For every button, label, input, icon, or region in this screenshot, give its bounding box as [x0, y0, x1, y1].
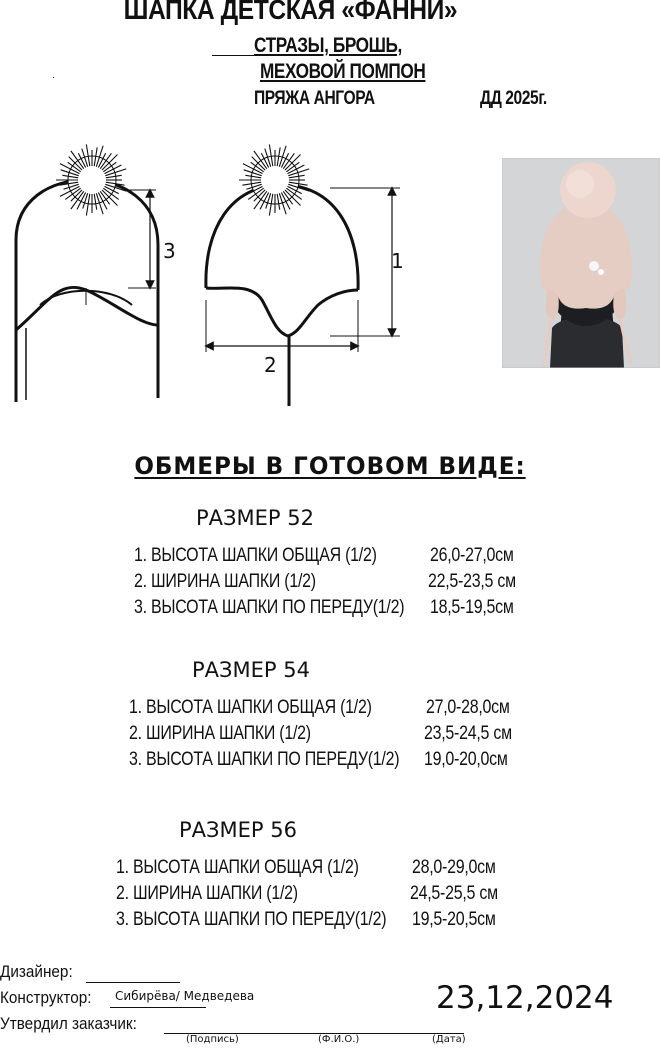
subtitle-pompom: МЕХОВОЙ ПОМПОН [260, 60, 426, 83]
product-photo [502, 158, 660, 368]
subtitle-season: ДД 2025г. [480, 88, 547, 109]
size-56-row-2-value: 24,5-25,5 см [410, 883, 498, 904]
document-title: ШАПКА ДЕТСКАЯ «ФАННИ» [123, 0, 458, 25]
size-52-row-2-value: 22,5-23,5 см [428, 571, 516, 592]
signature-caption: (Подпись) [186, 1034, 239, 1045]
document-date: 23,12,2024 [436, 980, 614, 1016]
date-caption: (Дата) [432, 1034, 466, 1045]
constructor-label: Конструктор: [0, 988, 92, 1007]
size-52-row-3-label: 3. ВЫСОТА ШАПКИ ПО ПЕРЕДУ(1/2) [134, 597, 405, 618]
size-52-row-1-value: 26,0-27,0см [430, 545, 514, 566]
size-52-row-2-label: 2. ШИРИНА ШАПКИ (1/2) [134, 571, 316, 592]
size-54-title: РАЗМЕР 54 [192, 658, 310, 682]
size-56-row-2-label: 2. ШИРИНА ШАПКИ (1/2) [116, 883, 298, 904]
hat-photo-illustration [502, 158, 660, 368]
size-52-title: РАЗМЕР 52 [196, 506, 314, 530]
size-52-row-3-value: 18,5-19,5см [430, 597, 514, 618]
size-54-row-1-label: 1. ВЫСОТА ШАПКИ ОБЩАЯ (1/2) [129, 697, 372, 718]
size-54-row-2-value: 23,5-24,5 см [424, 723, 512, 744]
approved-label: Утвердил заказчик: [0, 1014, 137, 1033]
size-56-row-3-value: 19,5-20,5см [412, 909, 496, 930]
name-caption: (Ф.И.О.) [318, 1034, 360, 1045]
size-52-row-1-label: 1. ВЫСОТА ШАПКИ ОБЩАЯ (1/2) [134, 545, 377, 566]
size-56-title: РАЗМЕР 56 [179, 818, 297, 842]
hat-technical-drawing [0, 140, 420, 415]
size-56-row-1-label: 1. ВЫСОТА ШАПКИ ОБЩАЯ (1/2) [116, 857, 359, 878]
size-56-row-3-label: 3. ВЫСОТА ШАПКИ ПО ПЕРЕДУ(1/2) [116, 909, 387, 930]
size-54-row-2-label: 2. ШИРИНА ШАПКИ (1/2) [129, 723, 311, 744]
size-54-row-3-value: 19,0-20,0см [424, 749, 508, 770]
subtitle-decor: СТРАЗЫ, БРОШЬ, [254, 34, 402, 57]
constructor-line [110, 1007, 206, 1008]
size-54-row-1-value: 27,0-28,0см [426, 697, 510, 718]
designer-label: Дизайнер: [0, 962, 73, 981]
dimension-label-2: 2 [264, 353, 277, 377]
side-view-drawing [16, 156, 158, 402]
dimension-label-1: 1 [391, 249, 404, 273]
dimension-label-3: 3 [163, 239, 176, 263]
stray-dot: . [52, 70, 55, 81]
size-56-row-1-value: 28,0-29,0см [412, 857, 496, 878]
front-view-drawing [206, 156, 400, 406]
subtitle-yarn: ПРЯЖА АНГОРА [254, 88, 375, 109]
designer-signature-line [86, 982, 180, 983]
constructor-value: Сибирёва/ Медведева [115, 989, 255, 1003]
size-54-row-3-label: 3. ВЫСОТА ШАПКИ ПО ПЕРЕДУ(1/2) [129, 749, 400, 770]
measurements-heading: ОБМЕРЫ В ГОТОВОМ ВИДЕ: [134, 452, 526, 480]
